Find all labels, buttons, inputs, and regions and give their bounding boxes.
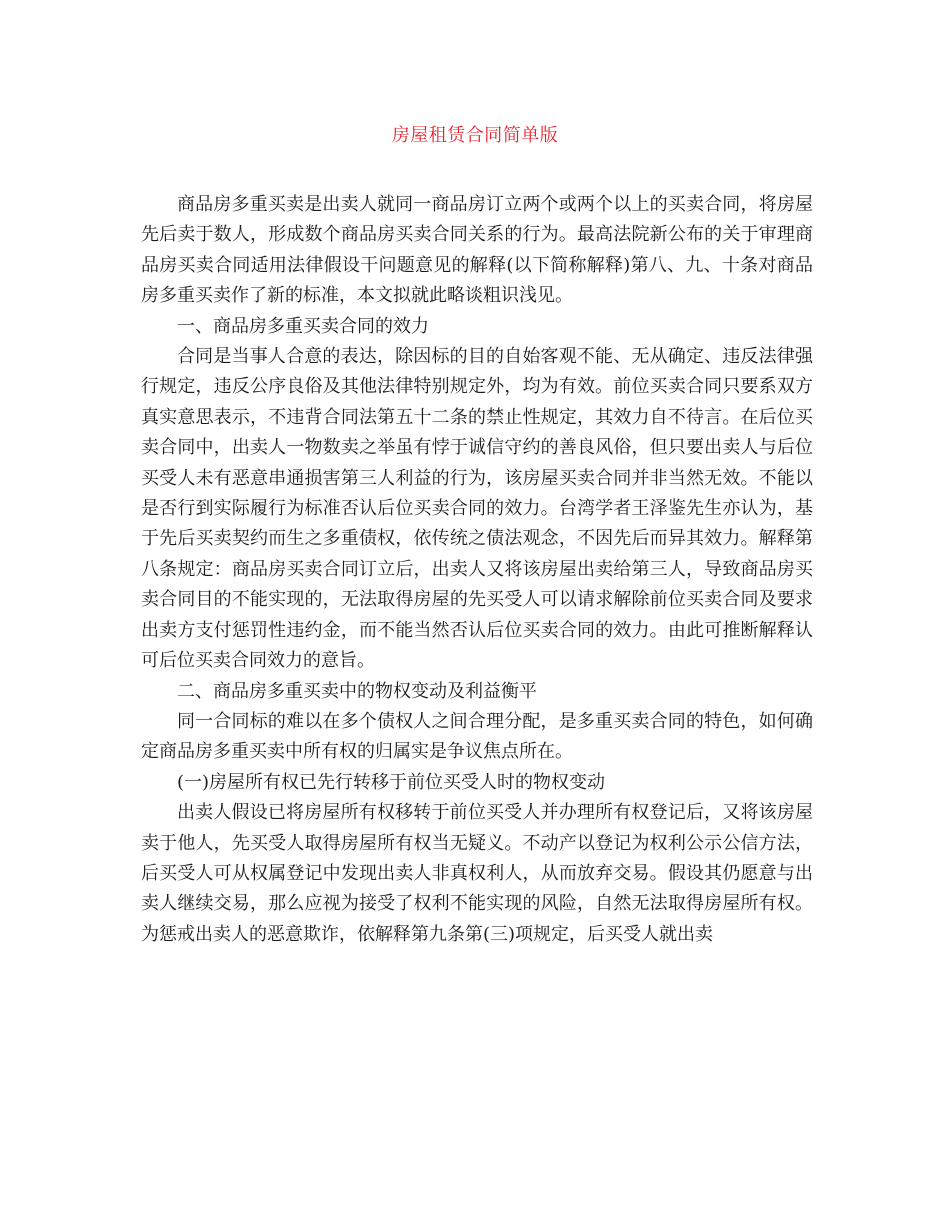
paragraph-ownership-dispute: 同一合同标的难以在多个债权人之间合理分配，是多重买卖合同的特色，如何确定商品房多重买卖中所有权的归属实是争议焦点所在。 <box>141 710 813 763</box>
section-heading-1: 一、商品房多重买卖合同的效力 <box>177 315 429 337</box>
document-body <box>141 190 813 950</box>
subsection-heading-1: (一)房屋所有权已先行转移于前位买受人时的物权变动 <box>177 771 606 793</box>
paragraph-intro: 商品房多重买卖是出卖人就同一商品房订立两个或两个以上的买卖合同，将房屋先后卖于数人，形成数个商品房买卖合同关系的行为。最高法院新公布的关于审理商品房买卖合同适用法律假设干问题意见的解释(以下简称解释)第八、九、十条对商品房多重买卖作了新的标准，本文拟就此略谈粗识浅见。 <box>141 194 813 307</box>
document-title: 房屋租赁合同简单版 <box>391 125 559 146</box>
paragraph-contract-validity: 合同是当事人合意的表达，除因标的目的自始客观不能、无从确定、违反法律强行规定，违反公序良俗及其他法律特别规定外，均为有效。前位买卖合同只要系双方真实意思表示，不违背合同法第五十二条的禁止性规定，其效力自不待言。在后位买卖合同中，出卖人一物数卖之举虽有悖于诚信守约的善良风俗，但只要出卖人与后位买受人未有恶意串通损害第三人利益的行为，该房屋买卖合同并非当然无效。不能以是否行到实际履行为标准否认后位买卖合同的效力。台湾学者王泽鉴先生亦认为，基于先后买卖契约而生之多重债权，依传统之债法观念，不因先后而异其效力。解释第八条规定：商品房买卖合同订立后，出卖人又将该房屋出卖给第三人，导致商品房买卖合同目的不能实现的，无法取得房屋的先买受人可以请求解除前位买卖合同及要求出卖方支付惩罚性违约金，而不能当然否认后位买卖合同的效力。由此可推断解释认可后位买卖合同效力的意旨。 <box>141 346 813 672</box>
section-heading-2: 二、商品房多重买卖中的物权变动及利益衡平 <box>177 680 537 702</box>
paragraph-ownership-transfer: 出卖人假设已将房屋所有权移转于前位买受人并办理所有权登记后，又将该房屋卖于他人，先买受人取得房屋所有权当无疑义。不动产以登记为权利公示公信方法，后买受人可从权属登记中发现出卖人非真权利人，从而放弃交易。假设其仍愿意与出卖人继续交易，那么应视为接受了权利不能实现的风险，自然无法取得房屋所有权。为惩戒出卖人的恶意欺诈，依解释第九条第(三)项规定，后买受人就出卖 <box>141 802 813 945</box>
